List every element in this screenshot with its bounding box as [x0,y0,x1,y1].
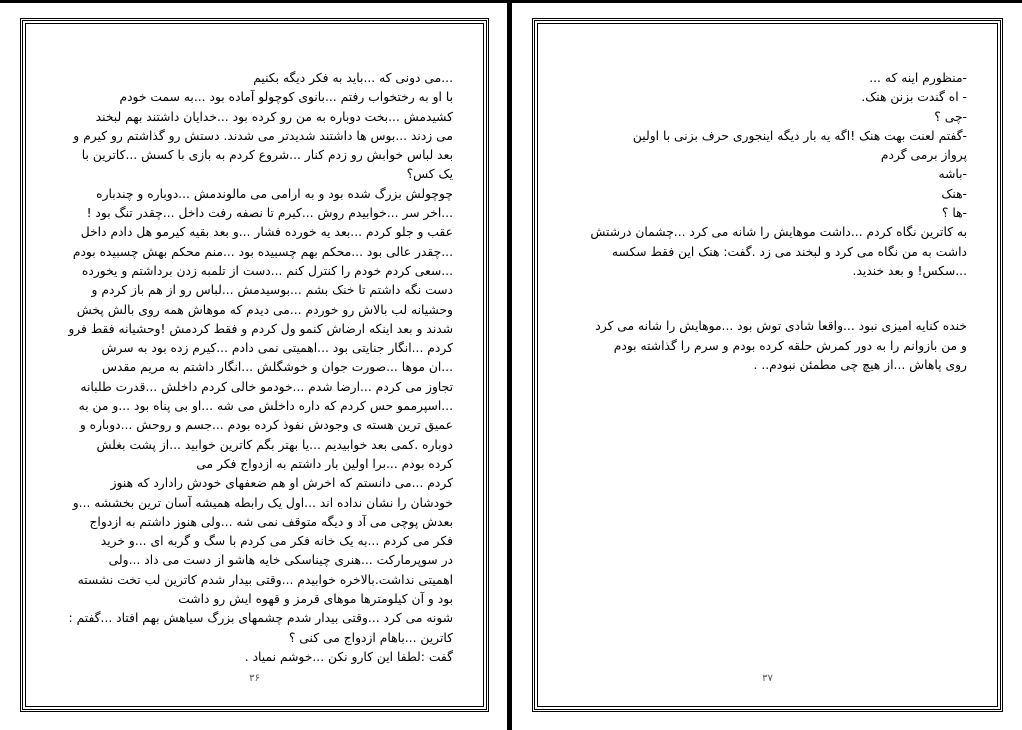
text-line: ...چقدر عالی بود ...محکم بهم چسبیده بود ...منم محکم بهش چسبیده بودم [72,244,453,259]
paragraph-gap [557,281,967,317]
text-line: -هنک [941,186,967,201]
right-page-text [557,69,967,375]
page-spread-divider [507,0,512,730]
top-border-left [0,0,507,3]
text-line: خنده کنایه امیزی نبود ...واقعا شادی توش بود ...موهایش را شانه می کرد [595,319,967,334]
text-line: تجاوز می کردم ...ارضا شدم ...خودمو خالی کردم داخلش ...قدرت طلبانه [80,379,453,394]
text-line: کاترین ...باهام ازدواج می کنی ؟ [288,630,453,645]
text-line: ...اسپرممو حس کردم که داره داخلش می شه ...او بی پناه بود ...و من به [78,399,453,414]
right-page [534,20,1001,710]
text-line: بعدش پوچی می آد و دیگه متوقف نمی شه ...ولی هنوز داشتم به ازدواج [89,514,453,529]
text-line: می زدند ...بوس ها داشتند شدیدتر می شدند. دستش رو گذاشتم رو کیرم و [73,128,453,143]
text-line: کشیدمش ...بخت دوباره به من رو کرده بود ...خدایان داشتند بهم لبخند [95,109,453,124]
text-line: فکر می کردم ...به یک خانه فکر می کردم با سگ و گربه ای ...و خرید [100,534,453,549]
text-line: روی پاهاش ...از هیچ چی مطمئن نبودم.. . [753,357,967,372]
left-page [22,20,487,710]
text-line: اهمیتی نداشت.بالاخره خوابیدم ...وقتی بیدار شدم کاترین لب تخت نشسته [77,572,453,587]
text-line: شونه می کرد ...وقتی بیدار شدم چشمهای بزرگ سیاهش بهم افتاد ...گفتم : [68,611,453,626]
text-line: ...ان موها ...صورت جوان و خوشگلش ...انگار داشتم به مریم مقدس [101,360,453,375]
text-line: چوچولش بزرگ شده بود و به ارامی می مالوندمش ...دوباره و چندباره [96,186,453,201]
text-line: با او به رختخواب رفتم ...بانوی کوچولو آماده بود ...به سمت خودم [119,90,453,105]
text-line: -باشه [938,167,967,182]
text-line: به کاترین نگاه کردم ...داشت موهایش را شانه می کرد ...چشمان درشتش [590,225,967,240]
text-line: داشت به من نگاه می کرد و لبخند می زد .گفت: هنک این فقط سکسه [611,244,967,259]
text-line: بعد لباس خوابش رو زدم کنار ...شروع کردم به بازی با کسش ...کاترین با [81,148,453,163]
text-line: یک کس؟ [406,167,453,182]
text-line: کرده بودم ...برا اولین بار داشتم به ازدواج فکر می [196,456,453,471]
text-line: -منظورم اینه که ... [869,71,967,85]
text-line: -گفتم لعنت بهت هنک !اگه یه بار دیگه اینجوری حرف بزنی با اولین [632,128,967,143]
text-line: عقب و جلو کردم ...بعد یه خورده فشار ...و بعد بقیه کیرمو هل دادم داخل [80,225,453,240]
text-line: دوباره .کمی بعد خوابیدیم ...یا بهتر بگم کاترین خوابید ...از پشت بغلش [96,437,453,452]
text-line: ...اخر سر ...خوابیدم روش ...کیرم تا نصفه رفت داخل ...چقدر تنگ بود ! [86,206,453,221]
text-line: پرواز برمی گردم [880,148,967,163]
left-page-number: ۳۶ [249,673,260,684]
text-line: ...می دونی که ...باید به فکر دیگه بکنیم [253,71,453,85]
text-line: بود و آن کیلومترها موهای قرمز و قهوه ایش رو داشت [178,592,453,607]
top-border-right [512,0,1022,3]
text-line: در سوپرمارکت ...هنری چیناسکی خایه هاشو از دست می داد ...ولی [108,553,453,568]
text-line: - اه گندت بزنن هنک. [861,90,967,105]
text-line: و من بازوانم را به دور کمرش حلقه کرده بودم و سرم را گذاشته بودم [613,338,967,353]
text-line: -چی ؟ [934,109,967,124]
text-line: -ها ؟ [941,206,967,221]
text-line: ...سعی کردم خودم را کنترل کنم ...دست از تلمبه زدن برداشتم و یخورده [81,263,453,278]
right-page-number: ۳۷ [762,673,773,684]
text-line: شدند و بعد اینکه ارضاش کنمو ول کردم و فقط کردمش !وحشیانه فقط فرو [68,321,453,336]
text-line: کردم ...انگار جنایتی بود ...اهمیتی نمی دادم ...کیرم زده بود به سرش [101,341,453,356]
text-line: عمیق ترین هسته ی وجودش نفوذ کرده بودم ...جسم و روحش ...دوباره و [79,418,453,433]
text-line: خودشان را نشان نداده اند ...اول یک رابطه همیشه آسان ترین بخششه ...و [72,495,453,510]
text-line: گفت :لطفا این کارو نکن ...خوشم نمیاد . [244,649,453,664]
text-line: ...سکس! و بعد خندید. [852,263,967,278]
text-line: دست نگه داشتم تا خنک بشم ...بوسیدمش ...لباس رو از هم باز کردم و [91,283,453,298]
left-page-text [43,69,453,667]
text-line: کردم ...می دانستم که اخرش او هم ضعفهای خودش رادارد که هنوز [110,476,453,491]
text-line: وحشیانه لب بالاش رو خوردم ...می دیدم که موهاش همه روی بالش پخش [76,302,453,317]
